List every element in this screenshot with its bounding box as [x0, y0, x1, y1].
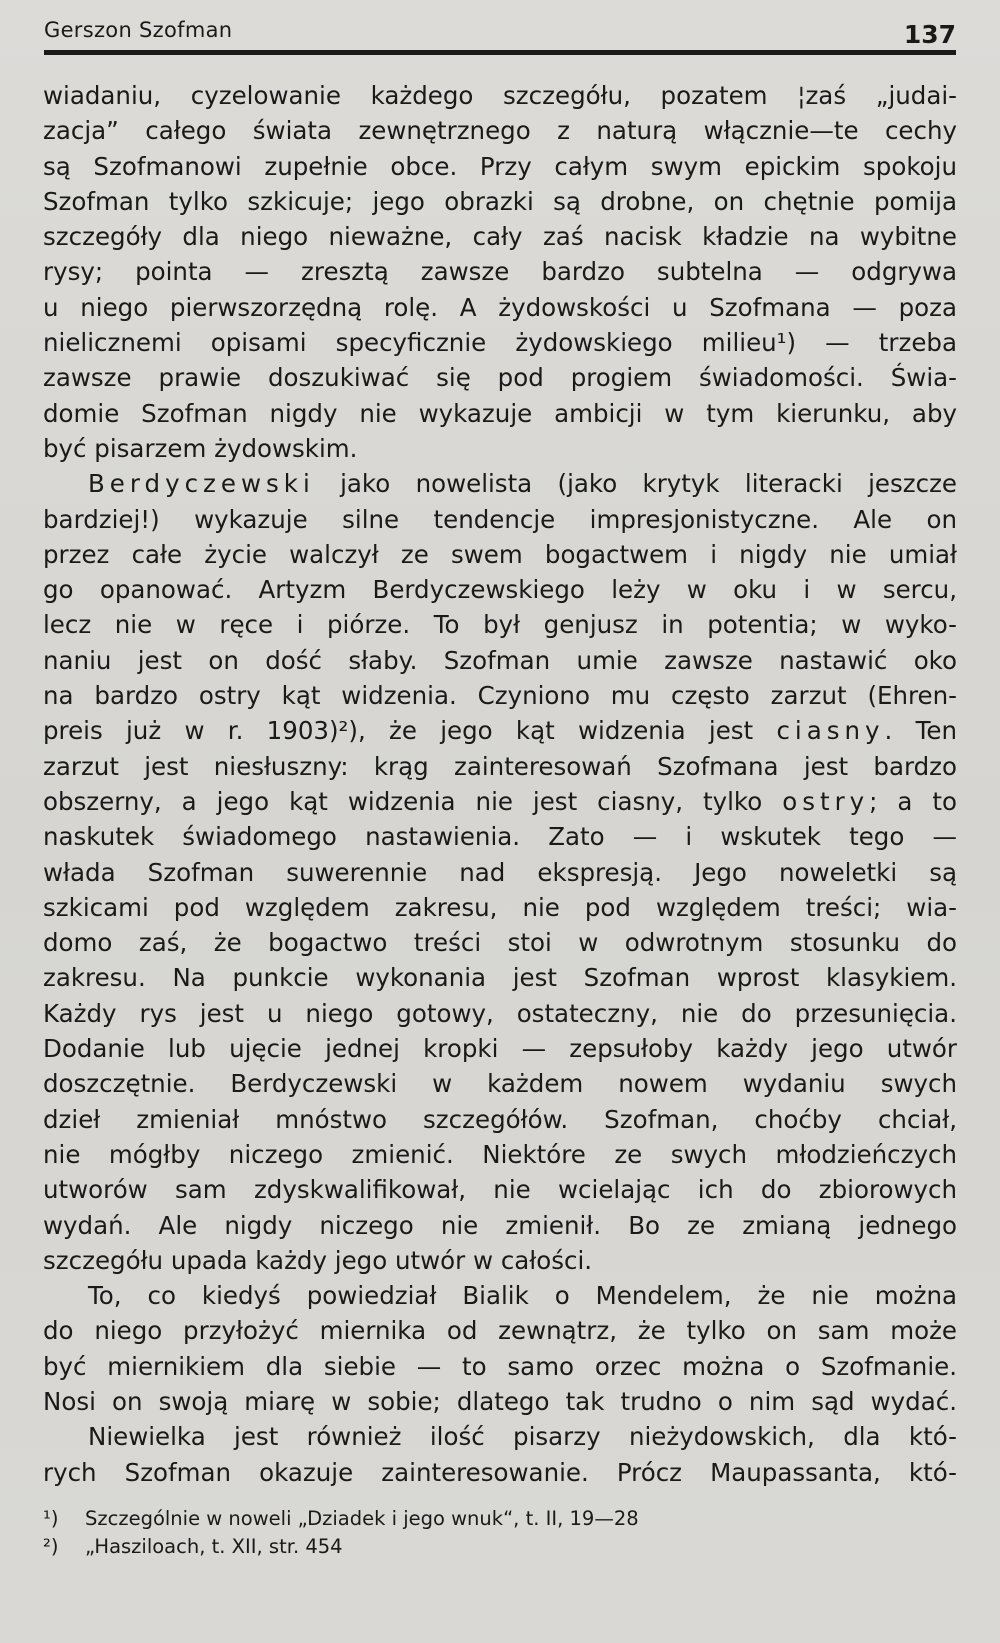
text-line: To, co kiedyś powiedział Bialik o Mendelem, że nie można: [88, 1281, 957, 1311]
spaced-word: ciasny: [776, 716, 885, 746]
text-line: doszczętnie. Berdyczewski w każdem nowem wydaniu swych: [43, 1069, 957, 1099]
text-line: szczegóły dla niego nieważne, cały zaś nacisk kładzie na wybitne: [43, 222, 957, 252]
text-line: zawsze prawie doszukiwać się pod progiem świadomości. Świa-: [43, 363, 957, 393]
text-line: naskutek świadomego nastawienia. Zato — i wskutek tego —: [43, 822, 957, 852]
text-line: Każdy rys jest u niego gotowy, ostateczny, nie do przesunięcia.: [43, 998, 957, 1028]
text-line: być pisarzem żydowskim.: [43, 433, 358, 463]
text-line: rych Szofman okazuje zainteresowanie. Prócz Maupassanta, któ-: [43, 1457, 957, 1487]
text-line: wydań. Ale nigdy niczego nie zmienił. Bo ze zmianą jednego: [43, 1210, 957, 1240]
text-line: przez całe życie walczył ze swem bogactwem i nigdy nie umiał: [43, 539, 957, 569]
text-line: bardziej!) wykazuje silne tendencje impresjonistyczne. Ale on: [43, 504, 957, 534]
running-head: Gerszon Szofman: [44, 18, 233, 42]
text-line: włada Szofman suwerennie nad ekspresją. Jego noweletki są: [43, 857, 957, 887]
text-line: naniu jest on dość słaby. Szofman umie zawsze nastawić oko: [43, 645, 957, 675]
spaced-name: Berdyczewski: [88, 469, 315, 499]
text-line: go opanować. Artyzm Berdyczewskiego leży w oku i w sercu,: [43, 575, 957, 605]
text-line: domie Szofman nigdy nie wykazuje ambicji w tym kierunku, aby: [43, 398, 957, 428]
text-line: zakresu. Na punkcie wykonania jest Szofman wprost klasykiem.: [43, 963, 957, 993]
header-rule: [44, 50, 956, 55]
text-line: dzieł zmieniał mnóstwo szczegółów. Szofman, choćby chciał,: [43, 1104, 957, 1134]
text-line: nie mógłby niczego zmienić. Niektóre ze swych młodzieńczych: [43, 1139, 957, 1169]
footnote: [43, 1505, 957, 1533]
text-line: rysy; pointa — zresztą zawsze bardzo subtelna — odgrywa: [43, 257, 957, 287]
text-line: [43, 784, 957, 819]
text-line: domo zaś, że bogactwo treści stoi w odwrotnym stosunku do: [43, 928, 957, 958]
footnotes: [43, 1505, 957, 1561]
text-line: są Szofmanowi zupełnie obce. Przy całym swym epickim spokoju: [43, 151, 957, 181]
text-line: zarzut jest niesłuszny: krąg zainteresowań Szofmana jest bardzo: [43, 751, 957, 781]
footnote-mark: ²): [43, 1535, 59, 1558]
text-line: na bardzo ostry kąt widzenia. Czyniono mu często zarzut (Ehren-: [43, 681, 957, 711]
footnote-text: Szczególnie w noweli „Dziadek i jego wnuk“, t. II, 19—28: [85, 1507, 639, 1530]
line-text: ; a to: [869, 786, 957, 816]
text-line: szczegółu upada każdy jego utwór w całości.: [43, 1245, 593, 1275]
text-line: utworów sam zdyskwalifikował, nie wcielając ich do zbiorowych: [43, 1175, 957, 1205]
body-text: [43, 78, 957, 1490]
text-line: u niego pierwszorzędną rolę. A żydowskości u Szofmana — poza: [43, 292, 957, 322]
spaced-word: ostry: [782, 786, 870, 816]
text-line: Dodanie lub ujęcie jednej kropki — zepsułoby każdy jego utwór: [43, 1034, 957, 1064]
text-line: do niego przyłożyć miernika od zewnątrz, że tylko on sam może: [43, 1316, 957, 1346]
text-line: wiadaniu, cyzelowanie każdego szczegółu, pozatem ¦zaś „judai-: [43, 81, 957, 110]
text-line: być miernikiem dla siebie — to samo orzec można o Szofmanie.: [43, 1351, 957, 1381]
line-text: jako nowelista (jako krytyk literacki jeszcze: [314, 469, 957, 499]
text-line: Nosi on swoją miarę w sobie; dlatego tak trudno o nim sąd wydać.: [43, 1386, 957, 1416]
text-line: zacja” całego świata zewnętrznego z naturą włącznie—te cechy: [43, 116, 957, 146]
text-line: [43, 466, 957, 501]
line-text: preis już w r. 1903)²), że jego kąt widzenia jest: [43, 716, 777, 746]
footnote: [43, 1533, 957, 1561]
text-line: [43, 713, 957, 748]
line-text: obszerny, a jego kąt widzenia nie jest ciasny, tylko: [43, 786, 783, 816]
text-line: Szofman tylko szkicuje; jego obrazki są drobne, on chętnie pomija: [43, 186, 957, 216]
footnote-text: „Hasziloach, t. XII, str. 454: [85, 1535, 343, 1558]
line-text: . Ten: [884, 716, 957, 746]
footnote-mark: ¹): [43, 1507, 59, 1530]
text-line: szkicami pod względem zakresu, nie pod względem treści; wia-: [43, 892, 957, 922]
text-line: nielicznemi opisami specyficznie żydowskiego milieu¹) — trzeba: [43, 328, 957, 358]
text-line: Niewielka jest również ilość pisarzy nieżydowskich, dla któ-: [88, 1422, 957, 1452]
page-number: 137: [903, 20, 956, 49]
page-header: [44, 14, 956, 52]
text-line: lecz nie w ręce i piórze. To był genjusz in potentia; w wyko-: [43, 610, 957, 640]
